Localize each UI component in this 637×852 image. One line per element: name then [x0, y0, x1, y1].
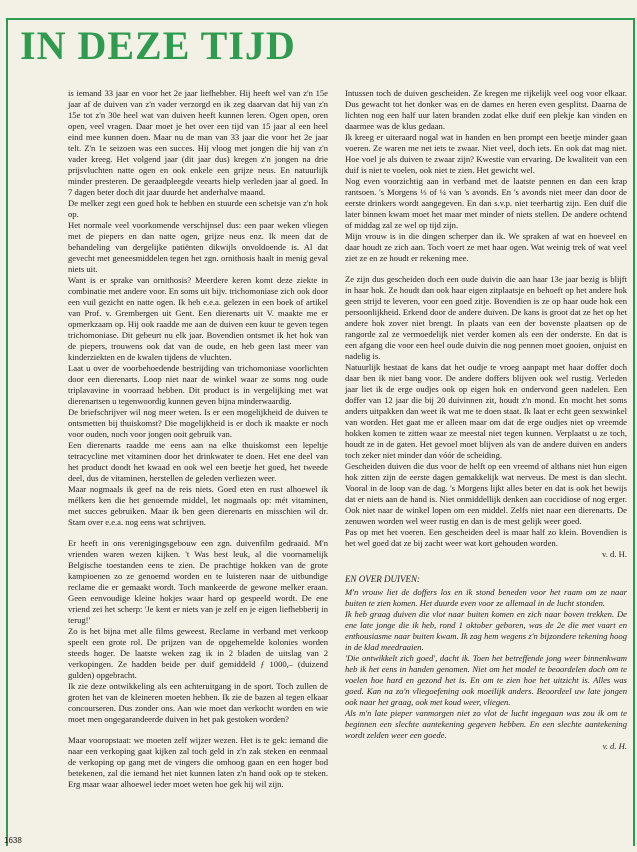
paragraph: Maar vooropstaat: we moeten zelf wijzer wezen. Het is te gek: iemand die naar een verkoping gaat kijken zal toch geld in z'n zak steken en eenmaal de verkoping op gang met de vingers die omhoog gaan en een hoger bod betekenen, zal die iemand het niet kunnen laten z'n hand ook op te steken. Erg maar waar alhoewel ieder moet weten hoe gek hij wil zijn.	[68, 735, 328, 789]
paragraph: Ik kreeg er uiteraard nogal wat in handen en ben prompt een beetje minder gaan voeren. Ze waren me net iets te zwaar. Niet veel, doch iets. En ook dat mag niet. Hoe voel je als duiven te zwaar zijn? Kwestie van ervaring. De kwaliteit van een duif is niet te voelen, ook niet te zien. Het gewicht wel.	[345, 132, 627, 175]
page-number: 1638	[4, 836, 22, 845]
author-signature: v. d. H.	[602, 549, 627, 559]
paragraph: Nog even voorzichtig aan in verband met de laatste pennen en dan een krap rantsoen. 's Morgens ⅓ of ¼ van 's avonds. En 's avonds niet meer dan door de eerste drinkers wordt aangegeven. En dan s.v.p. niet teerhartig zijn. Een duif die later binnen kwam moet het maar met minder of niets stellen. De andere ochtend of middag zal ze wel op tijd zijn.	[345, 176, 627, 230]
paragraph: Een dierenarts raadde me eens aan na elke thuiskomst een lepeltje tetracycline met vitaminen door het drinkwater te doen. Het ene deel van het product doodt het kwaad en ook wel een beetje het goed, het tweede deel, dus de vitaminen, herstellen de geleden verliezen weer.	[68, 440, 328, 483]
paragraph: Ze zijn dus gescheiden doch een oude duivin die aan haar 13e jaar bezig is blijft in haar hok. Ze houdt dan ook haar eigen zitplaatsje en behoeft op het andere hok geen strijd te leveren, voor een goed zitje. Bovendien is ze op haar oude hok een persoonlijkheid. Erkend door de andere duiven. De kans is groot dat ze het op het andere hok zover niet brengt. In plaats van een der bovenste plaatsen op de rangorde zal ze vermoedelijk niet verder komen als een der onderste. En dat is een afgang die voor een heel oude duivin die nog pennen moet gooien, onjuist en nadelig is.	[345, 274, 627, 361]
paragraph: Er heeft in ons verenigingsgebouw een zgn. duivenfilm gedraaid. M'n vrienden waren wezen kijken. 't Was best leuk, al die voornamelijk Belgische toestanden eens te zien. De prachtige hokken van de grote kampioenen zo ze genoemd worden en te luisteren naar de uitbundige reclame die er gemaakt wordt. Toch mankeerde de gewone melker eraan. Geen eenvoudige kleine hokjes waar hard op gespeeld wordt. De ene vriend zei het scherp: 'Je kent er niets van je zelf en je eigen liefhebberij in terug!'	[68, 538, 328, 625]
paragraph: Zo is het bijna met alle films geweest. Reclame in verband met verkoop speelt een grote rol. De prijzen van de opgehemelde kolonies worden steeds hoger. De laatste weken zag ik in 2 bladen de uitslag van 2 verkopingen. Ze hadden beide per duif gemiddeld ƒ 1000,– (duizend gulden) opgebracht.	[68, 626, 328, 680]
paragraph: Het normale veel voorkomende verschijnsel dus: een paar weken vliegen met de piepers en dan natte ogen, grijze neus enz. Ik meen dat de behandeling van dergelijke patiënten dikwijls onvoldoende is. Al dat gevecht met geneesmiddelen tegen het zgn. ornithosis haalt in menig geval niets uit.	[68, 220, 328, 274]
paragraph: Pas op met het voeren. Een gescheiden deel is maar half zo klein. Bovendien is het wel goed dat ze bij zacht weer wat kort gehouden worden.	[345, 527, 627, 548]
page-title: IN DEZE TIJD	[20, 23, 296, 68]
sub-section-heading: EN OVER DUIVEN:	[345, 574, 420, 584]
paragraph: 'Die ontwikkelt zich goed', dacht ik. Toen het betreffende jong weer binnenkwam heb ik het eens in handen genomen. Niet om het model te beoordelen doch om te voelen hoe hard en gezond het is. En om te zien hoe het uitzicht is. Alles was goed. Kan na zo'n vliegoefening ook moeilijk anders. Beoordeel uw late jongen ook naar het graag, ook met koud weer, vliegen.	[345, 653, 627, 707]
right-column	[345, 88, 627, 752]
author-signature: v. d. H.	[602, 741, 627, 751]
paragraph: Want is er sprake van ornithosis? Meerdere keren komt deze ziekte in combinatie met andere voor. En soms uit bijv. trichomoniase zich ook door een vuil gezicht en natte ogen. Ik heb e.e.a. gelezen in een boek of artikel van Prof. v. Grembergen uit Gent. Een dierenarts uit V. maakte me er opmerkzaam op. Hij ook raadde me aan de duiven een kuur te geven tegen trichomoniase. Dit gebeurt nu elk jaar. Bovendien ontsmet ik het hok van de piepers, trouwens ook dat van de oude, en heb geen last meer van kinderziekten en de kwalen tijdens de vluchten.	[68, 275, 328, 362]
paragraph: Mijn vrouw is in die dingen scherper dan ik. We spraken af wat en hoeveel en daar houdt ze zich aan. Toch voert ze met haar ogen. Wat weinig trek of wat veel ziet ze en ze houdt er rekening mee.	[345, 231, 627, 263]
paragraph: De melker zegt een goed hok te hebben en stuurde een schetsje van z'n hok op.	[68, 198, 328, 219]
paragraph: Als m'n late pieper vanmorgen niet zo vlot de lucht ingegaan was zou ik om te beginnen een slechte aantekening gegeven hebben. En een slechte aantekening wordt zelden weer een goede.	[345, 708, 627, 740]
paragraph: is iemand 33 jaar en voor het 2e jaar liefhebber. Hij heeft wel van z'n 15e jaar af de duiven van z'n vader verzorgd en ik zeg daarvan dat hij van z'n 15e tot z'n 30e heel wat van duiven heeft kunnen leren. Ogen open, oren open, veel vragen. Daar moet je het over een tijd van 15 jaar al een heel eind mee kunnen doen. Maar nu de man van 33 jaar die voor het 2e jaar telt. Z'n 1e seizoen was een succes. Hij vloog met jongen die hij van z'n vader kreeg. Het volgend jaar (dit jaar dus) kregen z'n jongen na drie prijsvluchten natte ogen en ook enkele een grijze neus. En natuurlijk minder presteren. De geraadpleegde veearts hielp verleden jaar al goed. In 7 dagen beter doch dit jaar duurde het anderhalve maand.	[68, 88, 328, 197]
sub-section	[345, 574, 627, 752]
paragraph: Laat u over de voorbehoedende bestrijding van trichomoniase voorlichten door een dierenarts. Loop niet naar de winkel waar ze soms nog oude triplavavine in voorraad hebben. Dit product is in vergelijking met wat dierenartsen u tegenwoordig kunnen geven bijna minderwaardig.	[68, 363, 328, 406]
paragraph: M'n vrouw liet de doffers los en ik stond beneden voor het raam om ze naar buiten te zien komen. Het duurde even voor ze allemaal in de lucht stonden.	[345, 587, 627, 608]
paragraph: Ik heb graag duiven die vlot naar buiten komen en zich naar boven trekken. De ene late jonge die ik heb, rond 1 oktober geboren, was de 2e die met vaart en enthousiasme naar buiten kwam. Ik zag hem wegens z'n bijzondere tekening hoog in de klad meedraaien.	[345, 609, 627, 652]
paragraph: Maar nogmaals ik geef na de reis niets. Goed eten en rust alhoewel ik mélkers ken die het genoemde middel, let nogmaals op: mét vitaminen, met succes gebruiken. Maar ik ben geen dierenarts en misschien wil dr. Stam over e.e.a. nog eens wat schrijven.	[68, 484, 328, 527]
paragraph: Natuurlijk bestaat de kans dat het oudje te vroeg aanpapt met haar doffer doch daar ben ik niet bang voor. De andere doffers blijven ook wel rustig. Verleden jaar liet ik de erge oudjes ook op eigen hok en ondervond geen nadelen. Een doffer van 12 jaar die bij 20 duivinnen zit, houdt z'n mond. En mocht het soms anders uitpakken dan weet ik wat me te doen staat. Ik laat er echt geen sexwinkel van worden. Het gaat me er alleen maar om dat de erge oudjes niet op vreemde hokken komen te zitten waar ze meestal niet tegen kunnen. Verplaatst u ze toch, houdt ze in de gaten. Het gevoel moet blijven als van de andere duiven en anders toch zeker niet minder dan vóór de scheiding.	[345, 362, 627, 460]
left-column	[68, 88, 328, 790]
paragraph: Gescheiden duiven die dus voor de helft op een vreemd of althans niet hun eigen hok zitten zijn de eerste dagen gemakkelijk wat nerveus. De mest is dan slecht. Vooral in de loop van de dag. 's Morgens lijkt alles beter en dat is ook het bewijs dat er niets aan de hand is. Niet onmiddellijk denken aan coccidiose of nog erger. Ook niet naar de winkel lopen om een middel. Zelfs niet naar een dierenarts. De zenuwen worden wel weer rustig en dan is de mest gelijk weer goed.	[345, 461, 627, 526]
paragraph: Ik zie deze ontwikkeling als een achteruitgang in de sport. Toch zullen de groten het van de kleineren moeten hebben. Ik zie de bazen al tegen elkaar concourseren. Dus zonder ons. Aan wie moet dan verkocht worden en wie moet men ongegarandeerde duiven in het pak gestoken worden?	[68, 681, 328, 724]
paragraph: Intussen toch de duiven gescheiden. Ze kregen me rijkelijk veel oog voor elkaar. Dus gewacht tot het donker was en de dames en heren even gesplitst. Daarna de lichten nog een half uur laten branden zodat elke duif een plekje kan vinden en daarmee was de klus gedaan.	[345, 88, 627, 131]
paragraph: De briefschrijver wil nog meer weten. Is er een mogelijkheid de duiven te ontsmetten bij thuiskomst? Die mogelijkheid is er doch ik maakte er noch voor ouden, noch voor jongen ooit gebruik van.	[68, 407, 328, 439]
